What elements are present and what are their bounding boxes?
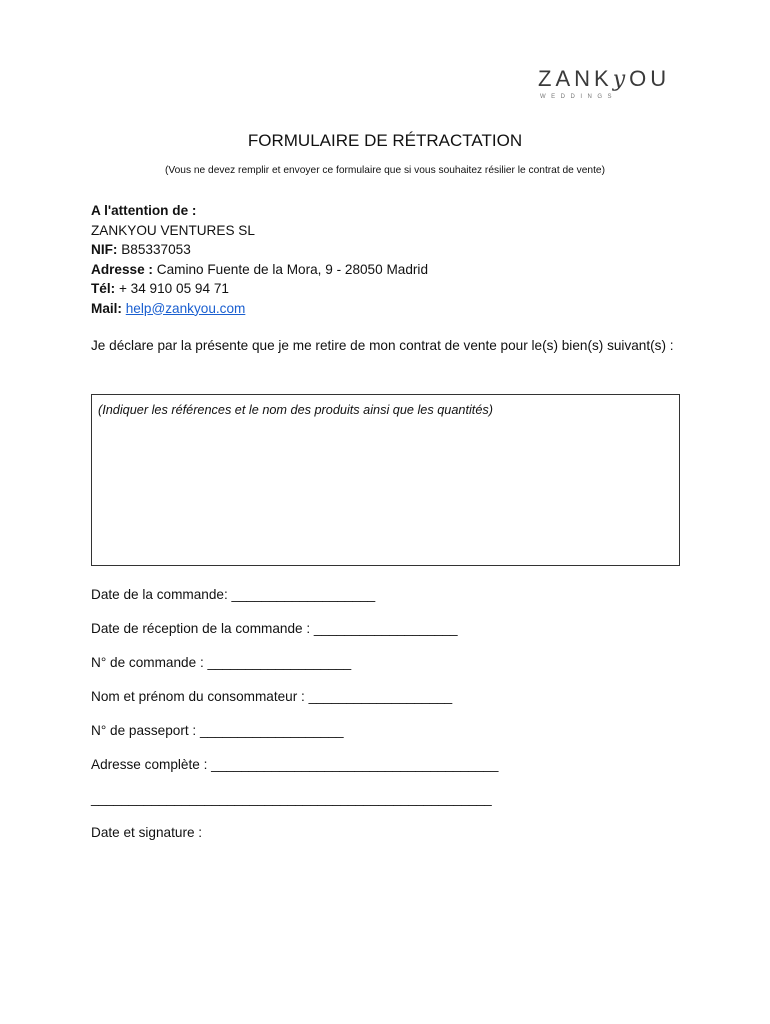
receipt-date-field[interactable]: Date de réception de la commande : ___________________ xyxy=(91,621,458,636)
mail-label: Mail: xyxy=(91,300,122,316)
products-input-box[interactable] xyxy=(91,394,680,566)
recipient-address xyxy=(91,260,428,280)
nif-label: NIF: xyxy=(91,242,118,257)
page-subtitle: (Vous ne devez remplir et envoyer ce formulaire que si vous souhaitez résilier le contrat de vente) xyxy=(165,165,605,176)
tel-value: + 34 910 05 94 71 xyxy=(115,281,229,296)
recipient-tel xyxy=(91,279,428,299)
passport-field[interactable]: N° de passeport : ___________________ xyxy=(91,723,344,738)
logo-tagline: WEDDINGS xyxy=(540,94,617,100)
mail-link[interactable]: help@zankyou.com xyxy=(125,300,246,316)
order-number-field[interactable]: N° de commande : ___________________ xyxy=(91,655,352,670)
zankyou-logo xyxy=(538,66,683,106)
nif-value: B85337053 xyxy=(117,242,191,257)
recipient-mail xyxy=(91,299,428,319)
logo-text-y: y xyxy=(612,67,630,92)
page-title: FORMULAIRE DE RÉTRACTATION xyxy=(247,131,523,150)
recipient-block xyxy=(91,201,428,318)
recipient-nif xyxy=(91,240,428,260)
order-date-field[interactable]: Date de la commande: ___________________ xyxy=(91,587,376,602)
recipient-heading: A l'attention de : xyxy=(91,203,197,218)
address-line2-field[interactable]: _____________________________________________________ xyxy=(91,791,492,806)
consumer-name-field[interactable]: Nom et prénom du consommateur : ___________________ xyxy=(91,689,453,704)
declaration-text: Je déclare par la présente que je me retire de mon contrat de vente pour le(s) bien(s) suivant(s) : xyxy=(91,338,674,353)
logo-text-end: OU xyxy=(629,66,671,91)
tel-label: Tél: xyxy=(91,281,116,296)
address-value: Camino Fuente de la Mora, 9 - 28050 Madrid xyxy=(152,261,429,277)
logo-text-start: ZANK xyxy=(538,66,613,91)
logo-wordmark xyxy=(538,66,670,92)
full-address-field[interactable]: Adresse complète : ______________________________________ xyxy=(91,757,499,772)
address-label: Adresse : xyxy=(91,261,153,277)
products-hint: (Indiquer les références et le nom des produits ainsi que les quantités) xyxy=(98,403,493,417)
date-signature-field[interactable]: Date et signature : xyxy=(91,825,203,840)
recipient-company: ZANKYOU VENTURES SL xyxy=(91,222,255,238)
